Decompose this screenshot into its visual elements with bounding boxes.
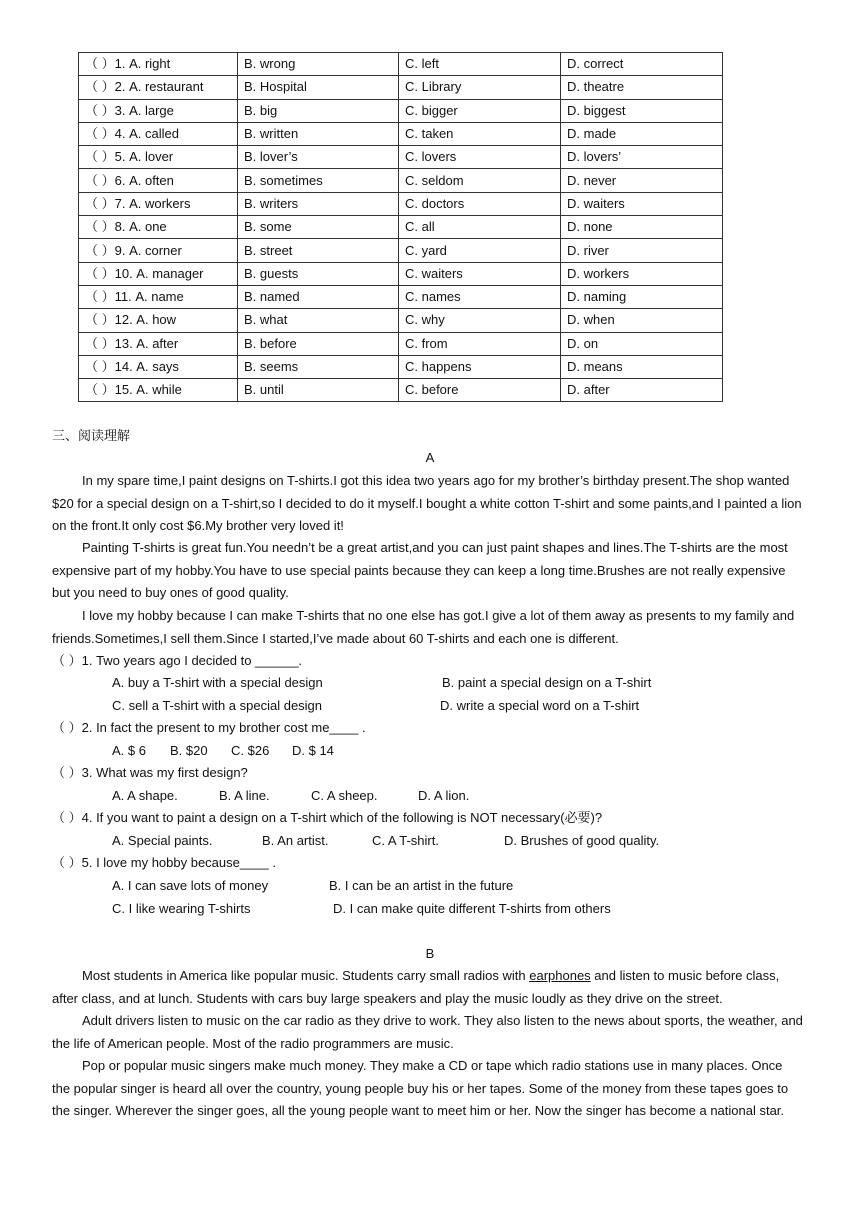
question-4-option-a: A. Special paints. [112,833,213,848]
table-cell: C. seldom [399,169,561,192]
table-cell: （ ）11. A. name [79,285,238,308]
table-cell: D. workers [561,262,723,285]
passage-b-paragraph-1-start: Most students in America like popular music. Students carry small radios with [82,968,530,983]
table-cell: C. names [399,285,561,308]
table-cell: D. made [561,122,723,145]
table-cell: D. biggest [561,99,723,122]
table-cell: C. why [399,309,561,332]
table-cell: D. after [561,379,723,402]
table-row [79,262,723,285]
passage-b-paragraph-2-text: Adult drivers listen to music on the car radio as they drive to work. They also listen to the news about sports, the weather, and the life of American people. Most of the radio programmers are music. [52,1013,803,1051]
table-cell: D. theatre [561,76,723,99]
question-1-option-d: D. write a special word on a T-shirt [440,698,640,713]
question-5-option-c: C. I like wearing T-shirts [112,901,251,916]
question-1: （ ）1. Two years ago I decided to ______. [52,653,303,668]
question-1-option-a: A. buy a T-shirt with a special design [112,675,323,690]
question-2-option-a: A. $ 6 [112,743,146,758]
table-cell: （ ）6. A. often [79,169,238,192]
question-4-option-c: C. A T-shirt. [372,833,439,848]
question-3-option-c: C. A sheep. [311,788,378,803]
table-row [79,76,723,99]
question-3-option-b: B. A line. [219,788,270,803]
table-row [79,216,723,239]
question-1-option-b: B. paint a special design on a T-shirt [442,675,652,690]
table-cell: B. Hospital [238,76,399,99]
table-row [79,192,723,215]
table-cell: B. writers [238,192,399,215]
question-4-option-d: D. Brushes of good quality. [504,833,660,848]
table-cell: D. never [561,169,723,192]
table-cell: （ ）14. A. says [79,355,238,378]
table-cell: D. means [561,355,723,378]
question-1-option-c: C. sell a T-shirt with a special design [112,698,323,713]
question-2-option-c: C. $26 [231,743,270,758]
options-table-body [79,53,723,402]
table-cell: C. left [399,53,561,76]
table-cell: C. waiters [399,262,561,285]
question-5-option-b: B. I can be an artist in the future [329,878,514,893]
table-cell: C. doctors [399,192,561,215]
table-cell: B. guests [238,262,399,285]
table-cell: （ ）4. A. called [79,122,238,145]
passage-b-paragraph-2 [52,1010,804,1055]
table-row [79,355,723,378]
question-4-option-b: B. An artist. [262,833,329,848]
table-cell: C. Library [399,76,561,99]
table-cell: B. big [238,99,399,122]
passage-a-paragraph-2 [52,537,804,605]
options-table [78,52,723,402]
table-cell: B. named [238,285,399,308]
table-cell: D. lovers’ [561,146,723,169]
question-2-option-b: B. $20 [170,743,208,758]
question-2-option-d: D. $ 14 [292,743,334,758]
table-cell: D. correct [561,53,723,76]
table-cell: D. none [561,216,723,239]
table-cell: D. waiters [561,192,723,215]
table-cell: C. taken [399,122,561,145]
passage-a-paragraph-3 [52,605,804,650]
question-4: （ ）4. If you want to paint a design on a T-shirt which of the following is NOT necessary(必要)? [52,810,603,825]
table-cell: （ ）10. A. manager [79,262,238,285]
table-cell: （ ）12. A. how [79,309,238,332]
table-row [79,146,723,169]
table-cell: B. lover’s [238,146,399,169]
table-row [79,53,723,76]
table-cell: B. wrong [238,53,399,76]
question-3-option-a: A. A shape. [112,788,178,803]
passage-a-label: A [425,450,435,465]
table-cell: C. bigger [399,99,561,122]
question-5: （ ）5. I love my hobby because____ . [52,855,277,870]
table-cell: B. some [238,216,399,239]
table-cell: B. written [238,122,399,145]
table-cell: D. naming [561,285,723,308]
table-row [79,332,723,355]
passage-a-paragraph-1-text: In my spare time,I paint designs on T-shirts.I got this idea two years ago for my brother’s birthday present.The shop wanted $20 for a special design on a T-shirt,so I decided to do it myself.I bought a white cotton T-shirt and some paints,and I painted a lion on the front.It only cost $6.My brother very loved it! [52,473,802,533]
table-cell: C. happens [399,355,561,378]
table-cell: D. river [561,239,723,262]
table-cell: （ ）3. A. large [79,99,238,122]
passage-a-paragraph-1 [52,470,804,538]
table-row [79,379,723,402]
table-cell: D. on [561,332,723,355]
question-2: （ ）2. In fact the present to my brother cost me____ . [52,720,366,735]
table-cell: B. before [238,332,399,355]
table-row [79,285,723,308]
table-cell: （ ）5. A. lover [79,146,238,169]
table-row [79,169,723,192]
passage-b-paragraph-3 [52,1055,804,1123]
question-5-option-d: D. I can make quite different T-shirts from others [333,901,611,916]
table-cell: C. all [399,216,561,239]
passage-b-paragraph-3-text: Pop or popular music singers make much money. They make a CD or tape which radio stations use in many places. Once the popular singer is heard all over the country, young people buy his or her tapes. Some of the money from these tapes goes to the singer. Wherever the singer goes, all the young people want to meet him or her. Now the singer has become a national star. [52,1058,789,1118]
table-cell: B. street [238,239,399,262]
question-3-option-d: D. A lion. [418,788,470,803]
table-cell: C. yard [399,239,561,262]
table-cell: B. seems [238,355,399,378]
passage-a-paragraph-2-text: Painting T-shirts is great fun.You needn’t be a great artist,and you can just paint shapes and lines.The T-shirts are the most expensive part of my hobby.You have to use special paints because they can keep a long time.Brushes are not really expensive but you need to buy ones of good quality. [52,540,788,600]
underlined-word-earphones: earphones [529,968,591,983]
table-cell: B. sometimes [238,169,399,192]
table-cell: （ ）15. A. while [79,379,238,402]
table-cell: （ ）7. A. workers [79,192,238,215]
table-cell: C. before [399,379,561,402]
table-cell: D. when [561,309,723,332]
table-cell: B. what [238,309,399,332]
passage-b-paragraph-1-end: and listen to music before class, after class, and at lunch. Students with cars buy large speakers and play the music loudly as they drive on the street. [52,968,780,1006]
table-row [79,309,723,332]
table-row [79,239,723,262]
table-cell: （ ）2. A. restaurant [79,76,238,99]
question-3: （ ）3. What was my first design? [52,765,248,780]
table-cell: B. until [238,379,399,402]
table-cell: （ ）9. A. corner [79,239,238,262]
question-5-option-a: A. I can save lots of money [112,878,269,893]
table-cell: （ ）8. A. one [79,216,238,239]
table-row [79,122,723,145]
section-title: 三、阅读理解 [52,428,131,443]
table-row [79,99,723,122]
table-cell: （ ）13. A. after [79,332,238,355]
passage-a-paragraph-3-text: I love my hobby because I can make T-shirts that no one else has got.I give a lot of them away as presents to my family and friends.Sometimes,I sell them.Since I started,I’ve made about 60 T-shirts and each one is different. [52,608,795,646]
table-cell: （ ）1. A. right [79,53,238,76]
passage-b-label: B [425,946,435,961]
table-cell: C. from [399,332,561,355]
table-cell: C. lovers [399,146,561,169]
passage-b-paragraph-1 [52,965,804,1010]
